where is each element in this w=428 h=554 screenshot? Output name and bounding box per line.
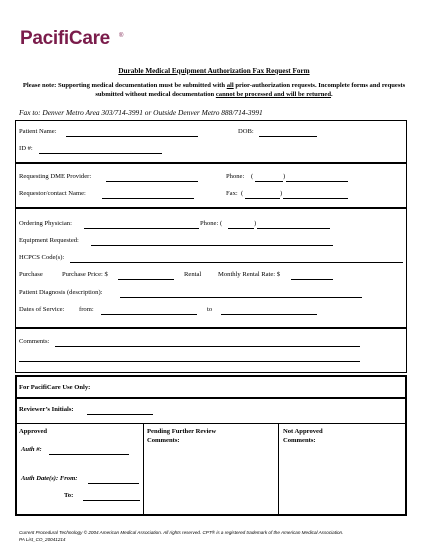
dates-from-label: from: — [79, 306, 94, 313]
comments-section — [15, 328, 407, 373]
physician-phone-area-field[interactable] — [228, 228, 254, 229]
provider-fax-label: Fax: — [226, 190, 238, 197]
purchase-checkbox[interactable] — [19, 271, 43, 278]
office-use-column-divider-2 — [278, 423, 279, 516]
contact-name-field[interactable] — [102, 198, 194, 199]
footer-copyright: Current Procedural Technology © 2004 American Medical Association. All rights reserved. CPT® is a registered trademark of the American Medical Association. — [19, 530, 344, 535]
provider-fax-paren-close: ) — [280, 190, 283, 197]
dob-label: DOB: — [238, 128, 254, 135]
provider-fax-field[interactable] — [283, 198, 348, 199]
comments-label: Comments: — [19, 338, 50, 345]
equipment-label: Equipment Requested: — [19, 237, 79, 244]
comments-field-1[interactable] — [55, 346, 360, 347]
note-middle: prior-authorization requests. Incomplete forms and requests submitted without medical documentation — [95, 82, 406, 98]
dme-provider-field[interactable] — [106, 181, 198, 182]
form-title: Durable Medical Equipment Authorization Fax Request Form — [118, 67, 310, 75]
reviewer-initials-label: Reviewer’s Initials: — [19, 406, 74, 413]
patient-name-field[interactable] — [66, 136, 198, 137]
auth-dates-to-field[interactable] — [83, 500, 140, 501]
hcpcs-field[interactable] — [70, 262, 403, 263]
diagnosis-label: Patient Diagnosis (description): — [19, 289, 103, 296]
dates-of-service-label: Dates of Service: — [19, 306, 65, 313]
not-approved-label: Not Approved — [283, 428, 323, 435]
purchase-price-field[interactable] — [118, 279, 174, 280]
provider-phone-label: Phone: — [226, 173, 245, 180]
id-label: ID #: — [19, 145, 33, 152]
footer-form-id: PA List_CO_20041214 — [19, 537, 66, 542]
office-use-title: For PacifiCare Use Only: — [19, 384, 91, 391]
fax-instructions: Fax to: Denver Metro Area 303/714-3991 or Outside Denver Metro 888/714-3991 — [19, 108, 263, 117]
dates-from-field[interactable] — [101, 314, 197, 315]
auth-dates-to-label: To: — [64, 492, 74, 499]
id-field[interactable] — [39, 153, 162, 154]
purchase-label: Purchase — [19, 271, 43, 278]
pacificare-logo: PacifiCare — [20, 28, 110, 49]
office-use-divider-2 — [15, 423, 407, 424]
rental-label: Rental — [184, 271, 202, 278]
note-all: all — [226, 82, 234, 89]
note-end: . — [331, 91, 333, 98]
patient-name-label: Patient Name: — [19, 128, 57, 135]
auth-dates-label: Auth Date(s): From: — [21, 475, 78, 482]
provider-phone-paren-open: ( — [251, 173, 254, 180]
pending-comments-label: Comments: — [147, 437, 180, 444]
auth-dates-from-field[interactable] — [88, 483, 139, 484]
physician-phone-label: Phone: ( — [200, 220, 223, 227]
physician-phone-field[interactable] — [257, 228, 330, 229]
logo-registered-mark: ® — [119, 33, 124, 39]
provider-phone-area-field[interactable] — [255, 181, 283, 182]
physician-field[interactable] — [84, 228, 199, 229]
reviewer-initials-field[interactable] — [87, 414, 153, 415]
approved-label: Approved — [19, 428, 48, 435]
dme-provider-label: Requesting DME Provider: — [19, 173, 92, 180]
physician-label: Ordering Physician: — [19, 220, 72, 227]
auth-number-label: Auth #: — [21, 446, 42, 453]
pending-label: Pending Further Review — [147, 428, 217, 435]
physician-phone-paren-close: ) — [254, 220, 257, 227]
provider-fax-area-field[interactable] — [245, 198, 280, 199]
provider-section — [15, 163, 407, 208]
rental-rate-label: Monthly Rental Rate: $ — [218, 271, 281, 278]
not-approved-checkbox[interactable] — [283, 428, 323, 435]
office-use-column-divider-1 — [143, 423, 144, 516]
note-cannot-process: cannot be processed and will be returned — [215, 91, 332, 98]
equipment-field[interactable] — [91, 245, 333, 246]
dob-field[interactable] — [259, 136, 317, 137]
rental-rate-field[interactable] — [291, 279, 333, 280]
note-prefix: Please note: Supporting medical documentation must be submitted with — [22, 82, 227, 89]
hcpcs-label: HCPCS Code(s): — [19, 254, 65, 261]
patient-section — [15, 120, 407, 163]
pending-checkbox[interactable] — [147, 428, 216, 435]
diagnosis-field[interactable] — [120, 297, 362, 298]
dates-to-field[interactable] — [221, 314, 317, 315]
dates-to-label: to — [207, 306, 213, 313]
rental-checkbox[interactable] — [184, 271, 201, 278]
documentation-note — [22, 81, 406, 99]
purchase-price-label: Purchase Price: $ — [62, 271, 108, 278]
office-use-divider-1 — [15, 397, 407, 399]
contact-name-label: Requestor/contact Name: — [19, 190, 86, 197]
approved-checkbox[interactable] — [19, 428, 47, 435]
not-approved-comments-label: Comments: — [283, 437, 316, 444]
provider-phone-field[interactable] — [286, 181, 348, 182]
provider-fax-paren-open: ( — [241, 190, 244, 197]
auth-number-field[interactable] — [49, 454, 129, 455]
comments-field-2[interactable] — [19, 361, 360, 362]
provider-phone-paren-close: ) — [283, 173, 286, 180]
